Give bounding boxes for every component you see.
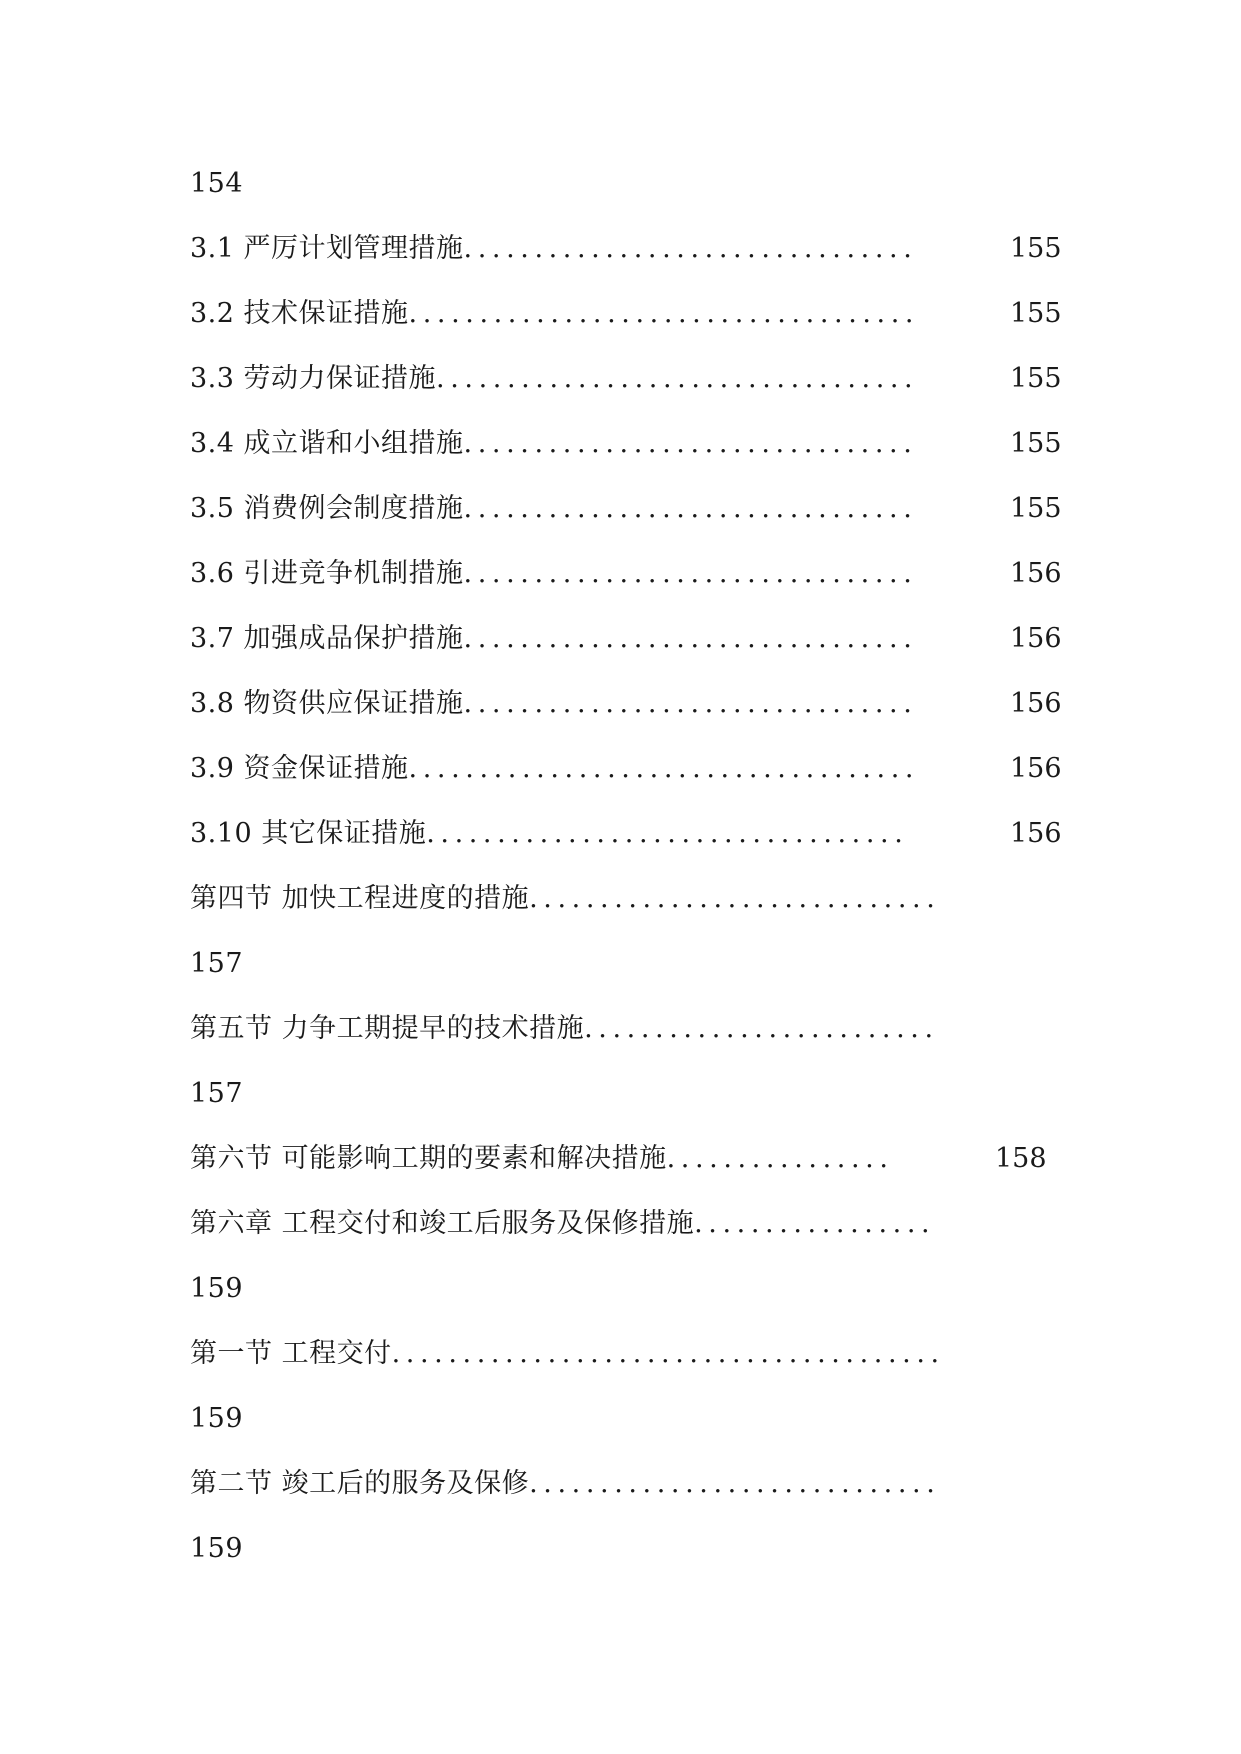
toc-entry-title: 3.7 加强成品保护措施 xyxy=(190,623,464,654)
toc-entry xyxy=(190,1139,894,1179)
toc-entry xyxy=(190,879,940,919)
toc-leader-dots: ................ xyxy=(666,1143,894,1174)
toc-leader-dots: .................................. xyxy=(426,818,909,849)
toc-page-number: 159 xyxy=(190,1403,244,1434)
toc-page-number: 156 xyxy=(1010,818,1062,849)
toc-entry xyxy=(190,1334,945,1374)
toc-entry xyxy=(190,814,908,854)
toc-entry xyxy=(190,1464,940,1504)
toc-leader-dots: .................................. xyxy=(436,363,919,394)
toc-leader-dots: .................................... xyxy=(408,753,920,784)
toc-entry-title: 3.9 资金保证措施 xyxy=(190,753,409,784)
toc-leader-dots: ............................. xyxy=(529,1468,941,1499)
toc-page-number: 155 xyxy=(1010,233,1062,264)
toc-entry-title: 3.10 其它保证措施 xyxy=(190,818,427,849)
toc-page-number: 157 xyxy=(190,1078,244,1109)
toc-entry-title: 3.4 成立谐和小组措施 xyxy=(190,428,464,459)
toc-page-number: 154 xyxy=(190,168,244,199)
toc-leader-dots: .................................... xyxy=(408,298,920,329)
toc-page-number: 155 xyxy=(1010,363,1062,394)
toc-entry xyxy=(190,1009,939,1049)
toc-entry-title: 第二节 竣工后的服务及保修 xyxy=(190,1468,530,1499)
toc-leader-dots: ................................ xyxy=(463,558,918,589)
toc-entry-title: 3.8 物资供应保证措施 xyxy=(190,688,464,719)
toc-entry-title: 3.5 消费例会制度措施 xyxy=(190,493,464,524)
toc-leader-dots: ............................. xyxy=(529,883,941,914)
toc-leader-dots: ................. xyxy=(694,1208,936,1239)
toc-page-number: 156 xyxy=(1010,623,1062,654)
toc-page-number: 156 xyxy=(1010,753,1062,784)
toc-page-number: 158 xyxy=(995,1143,1047,1174)
toc-leader-dots: ................................ xyxy=(463,428,918,459)
toc-entry xyxy=(190,1204,935,1244)
toc-page-number: 155 xyxy=(1010,298,1062,329)
toc-leader-dots: ................................ xyxy=(463,688,918,719)
toc-entry xyxy=(190,489,917,529)
toc-leader-dots: ................................ xyxy=(463,493,918,524)
toc-entry xyxy=(190,294,919,334)
toc-entry-title: 3.3 劳动力保证措施 xyxy=(190,363,437,394)
toc-entry-title: 第六节 可能影响工期的要素和解决措施 xyxy=(190,1143,667,1174)
toc-entry xyxy=(190,554,917,594)
toc-entry xyxy=(190,424,917,464)
toc-leader-dots: ....................................... xyxy=(391,1338,945,1369)
toc-page-number: 155 xyxy=(1010,493,1062,524)
toc-entry-title: 第四节 加快工程进度的措施 xyxy=(190,883,530,914)
toc-entry xyxy=(190,619,917,659)
toc-entry-title: 第一节 工程交付 xyxy=(190,1338,392,1369)
toc-entry xyxy=(190,229,917,269)
toc-page-number: 155 xyxy=(1010,428,1062,459)
toc-page-number: 156 xyxy=(1010,688,1062,719)
toc-leader-dots: ................................ xyxy=(463,233,918,264)
toc-entry xyxy=(190,359,918,399)
toc-entry xyxy=(190,749,919,789)
toc-leader-dots: ......................... xyxy=(584,1013,939,1044)
toc-entry xyxy=(190,684,917,724)
toc-entry-title: 3.6 引进竞争机制措施 xyxy=(190,558,464,589)
toc-page-number: 159 xyxy=(190,1273,244,1304)
toc-entry-title: 第五节 力争工期提早的技术措施 xyxy=(190,1013,585,1044)
toc-entry-title: 第六章 工程交付和竣工后服务及保修措施 xyxy=(190,1208,695,1239)
toc-entry-title: 3.2 技术保证措施 xyxy=(190,298,409,329)
toc-leader-dots: ................................ xyxy=(463,623,918,654)
toc-page-number: 156 xyxy=(1010,558,1062,589)
toc-entry-title: 3.1 严厉计划管理措施 xyxy=(190,233,464,264)
toc-page-number: 157 xyxy=(190,948,244,979)
toc-page-number: 159 xyxy=(190,1533,244,1564)
